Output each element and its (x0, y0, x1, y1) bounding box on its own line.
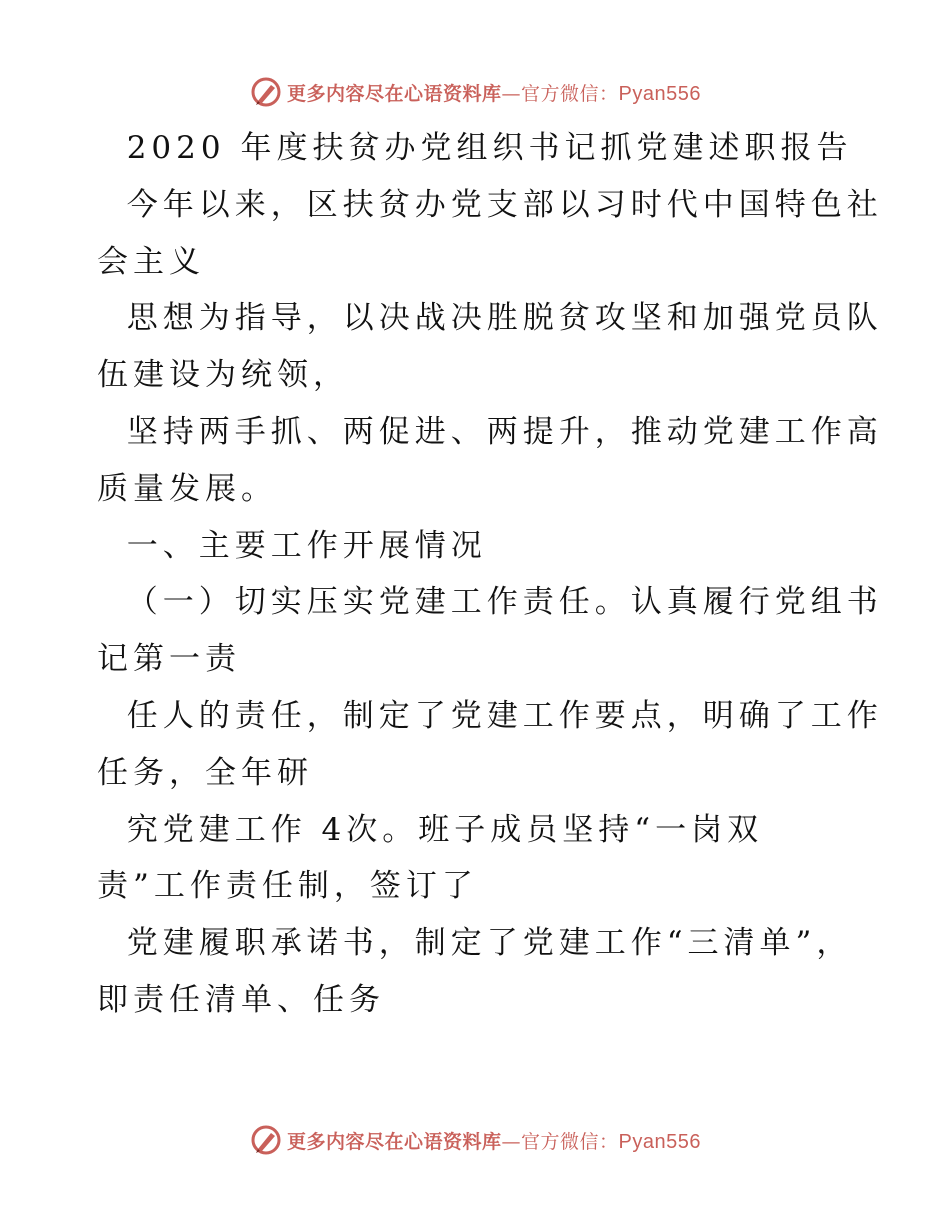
text-line: 任人的责任，制定了党建工作要点，明确了工作 (97, 697, 883, 734)
text-line: 记第一责 (97, 641, 241, 678)
pen-logo-icon (249, 1123, 283, 1157)
text-line: 思想为指导，以决战决胜脱贫攻坚和加强党员队 (97, 300, 883, 337)
text-line: 即责任清单、任务 (97, 981, 385, 1018)
text-line: 任务，全年研 (97, 754, 313, 791)
text-line: 今年以来，区扶贫办党支部以习时代中国特色社 (97, 186, 883, 223)
pen-logo-icon (249, 75, 283, 109)
text-line: 质量发展。 (97, 470, 277, 507)
text-line: 责”工作责任制，签订了 (97, 868, 478, 905)
watermark-text: 更多内容尽在心语资料库—官方微信：Pyan556 (287, 82, 701, 105)
watermark-text: 更多内容尽在心语资料库—官方微信：Pyan556 (287, 1130, 701, 1153)
footer-watermark-banner (0, 1120, 950, 1160)
text-line: 会主义 (97, 243, 205, 280)
text-line: 伍建设为统领， (97, 357, 349, 394)
text-line: （一）切实压实党建工作责任。认真履行党组书 (97, 584, 883, 621)
document-title: 2020 年度扶贫办党组织书记抓党建述职报告 (97, 130, 853, 166)
text-line: 究党建工作 4次。班子成员坚持“一岗双 (97, 811, 764, 848)
document-body (97, 120, 883, 1029)
text-line: 坚持两手抓、两促进、两提升，推动党建工作高 (97, 413, 883, 450)
section-heading: 一、主要工作开展情况 (97, 527, 487, 564)
text-line: 党建履职承诺书，制定了党建工作“三清单”， (97, 925, 853, 962)
header-watermark-banner (0, 72, 950, 112)
